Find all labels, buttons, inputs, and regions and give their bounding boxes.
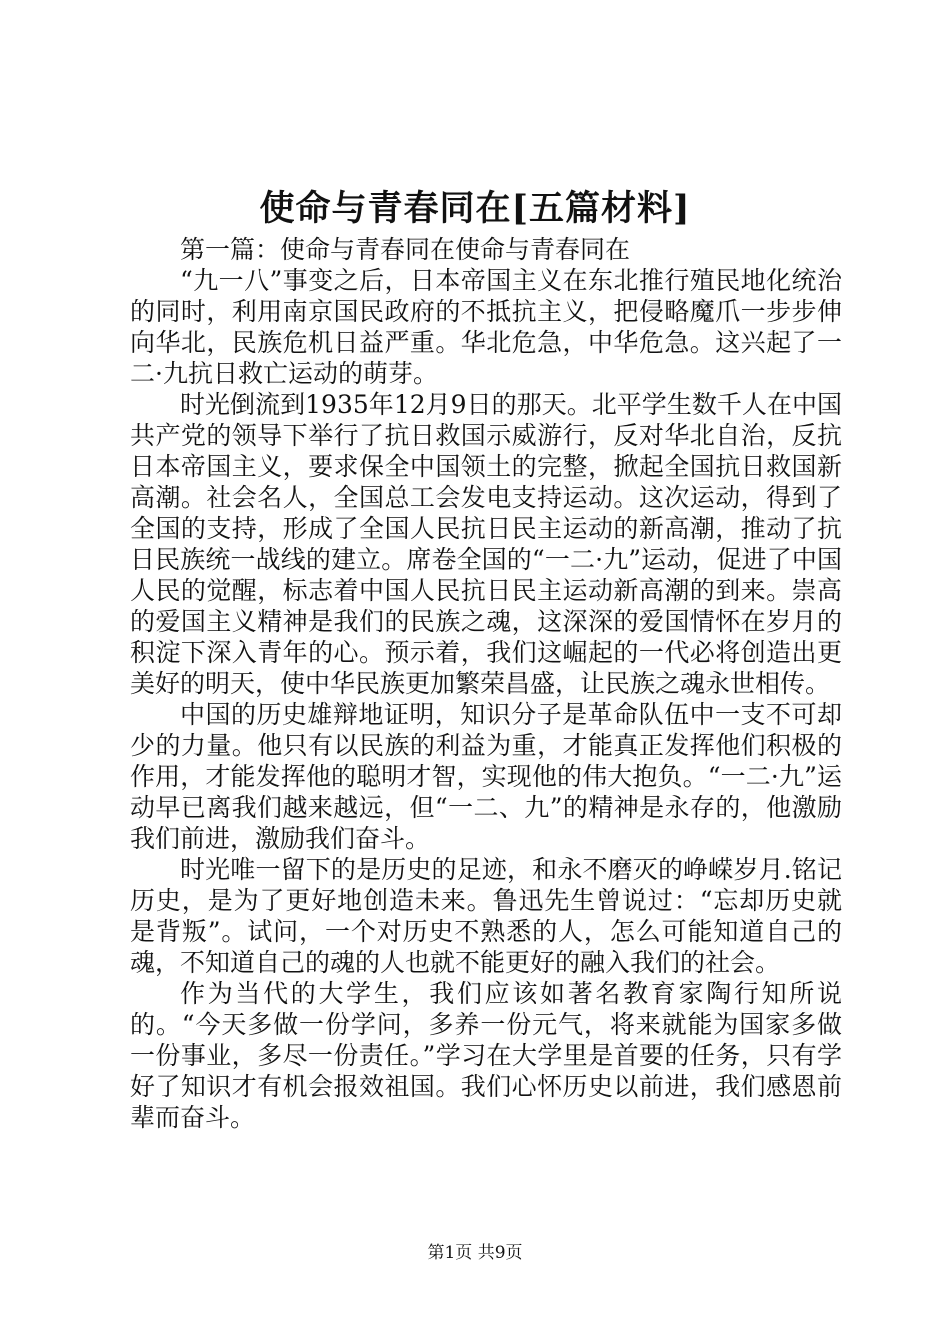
document-title: 使命与青春同在[五篇材料] [259, 188, 691, 229]
body-paragraph: “九一八”事变之后，日本帝国主义在东北推行殖民地化统治的同时，利用南京国民政府的不抵抗主义，把侵略魔爪一步步伸向华北，民族危机日益严重。华北危急，中华危急。这兴起了一二·九抗日救亡运动的萌芽。 [130, 266, 842, 388]
body-paragraph: 中国的历史雄辩地证明，知识分子是革命队伍中一支不可却少的力量。他只有以民族的利益为重，才能真正发挥他们积极的作用，才能发挥他的聪明才智，实现他的伟大抱负。“一二·九”运动早已离我们越来越远，但“一二、九”的精神是永存的，他激励我们前进，激励我们奋斗。 [130, 700, 842, 853]
body-paragraph: 时光倒流到1935年12月9日的那天。北平学生数千人在中国共产党的领导下举行了抗日救国示威游行，反对华北自治，反抗日本帝国主义，要求保全中国领土的完整，掀起全国抗日救国新高潮。社会名人，全国总工会发电支持运动。这次运动，得到了全国的支持，形成了全国人民抗日民主运动的新高潮，推动了抗日民族统一战线的建立。席卷全国的“一二·九”运动，促进了中国人民的觉醒，标志着中国人民抗日民主运动新高潮的到来。崇高的爱国主义精神是我们的民族之魂，这深深的爱国情怀在岁月的积淀下深入青年的心。预示着，我们这崛起的一代必将创造出更美好的明天，使中华民族更加繁荣昌盛，让民族之魂永世相传。 [130, 390, 842, 698]
page-footer: 第1页 共9页 [427, 1243, 523, 1263]
body-paragraph: 作为当代的大学生，我们应该如著名教育家陶行知所说的。“今天多做一份学问，多养一份元气，将来就能为国家多做一份事业，多尽一份责任。”学习在大学里是首要的任务，只有学好了知识才有机会报效祖国。我们心怀历史以前进，我们感恩前辈而奋斗。 [130, 979, 842, 1132]
body-paragraph: 时光唯一留下的是历史的足迹，和永不磨灭的峥嵘岁月.铭记历史，是为了更好地创造未来。鲁迅先生曾说过：“忘却历史就是背叛”。试问，一个对历史不熟悉的人，怎么可能知道自己的魂，不知道自己的魂的人也就不能更好的融入我们的社会。 [130, 855, 842, 977]
document-body [130, 234, 842, 1133]
section-heading: 第一篇：使命与青春同在使命与青春同在 [180, 235, 631, 264]
